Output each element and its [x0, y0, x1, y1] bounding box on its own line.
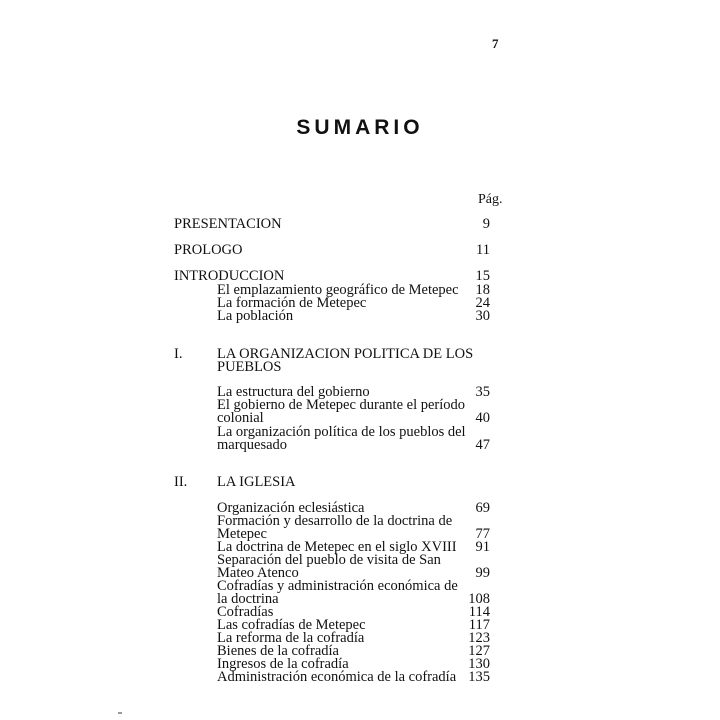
toc-entry-page: 24 — [475, 295, 490, 311]
toc-entry-title: PROLOGO — [174, 242, 243, 258]
page-number: 7 — [492, 36, 499, 51]
toc-entry-page: 69 — [475, 500, 490, 516]
toc-entry-title: Organización eclesiástica — [217, 500, 365, 516]
toc-entry-title: Cofradías — [217, 604, 274, 620]
scan-mark — [118, 712, 122, 714]
toc-entry-page: 15 — [475, 268, 490, 284]
toc-entry-title: La organización política de los pueblos del — [217, 424, 466, 440]
toc-entry-title: Administración económica de la cofradía — [217, 669, 457, 685]
toc-entry-page: 18 — [475, 282, 490, 298]
toc-entry-page: 47 — [475, 437, 490, 453]
toc-entry-title: PRESENTACION — [174, 216, 282, 232]
toc-entry-page: 9 — [482, 216, 490, 232]
toc-entry-title: Mateo Atenco — [217, 565, 299, 581]
page-title: SUMARIO — [296, 116, 424, 139]
toc-section-title: LA ORGANIZACION POLITICA DE LOS — [217, 346, 474, 362]
toc-entry-title: colonial — [217, 410, 264, 426]
toc-entry-title: La población — [217, 308, 294, 324]
toc-entry-page: 11 — [476, 242, 490, 258]
toc-entry-page: 99 — [475, 565, 490, 581]
toc-section-title: LA IGLESIA — [217, 474, 296, 490]
toc-entry-title: Separación del pueblo de visita de San — [217, 552, 441, 568]
toc-entry-title: Cofradías y administración económica de — [217, 578, 458, 594]
toc-entry-page: 135 — [468, 669, 490, 685]
toc-entry-title: La reforma de la cofradía — [217, 630, 365, 646]
toc-entry-title: El emplazamiento geográfico de Metepec — [217, 282, 459, 298]
toc-entry-title: El gobierno de Metepec durante el período — [217, 397, 466, 413]
toc-entry-page: 40 — [475, 410, 490, 426]
toc-entry-title: marquesado — [217, 437, 288, 453]
toc-entry-title: Formación y desarrollo de la doctrina de — [217, 513, 453, 529]
toc-entry-page: 30 — [475, 308, 490, 324]
toc-section-number: I. — [174, 346, 183, 362]
toc-entry-page: 91 — [475, 539, 490, 555]
toc-entry-page: 114 — [468, 604, 490, 620]
page-column-header: Pág. — [478, 192, 503, 207]
toc-entry-title: La estructura del gobierno — [217, 384, 370, 400]
toc-entry-title: La doctrina de Metepec en el siglo XVIII — [217, 539, 457, 555]
toc-entry-title: Las cofradías de Metepec — [217, 617, 366, 633]
toc-entry-title: La formación de Metepec — [217, 295, 367, 311]
toc-entry-page: 130 — [468, 656, 490, 672]
toc-entry-page: 77 — [475, 526, 490, 542]
toc-entry-page: 127 — [468, 643, 490, 659]
toc-entry-page: 123 — [468, 630, 490, 646]
toc-entry-page: 117 — [468, 617, 490, 633]
toc-entry-title: Ingresos de la cofradía — [217, 656, 349, 672]
toc-entry-page: 108 — [468, 591, 490, 607]
toc-entry-title: la doctrina — [217, 591, 279, 607]
toc-entry-title: INTRODUCCION — [174, 268, 285, 284]
toc-entry-title: Bienes de la cofradía — [217, 643, 339, 659]
toc-section-number: II. — [174, 474, 188, 490]
toc-section-title: PUEBLOS — [217, 359, 282, 375]
toc-entry-page: 35 — [475, 384, 490, 400]
toc-entry-title: Metepec — [217, 526, 267, 542]
